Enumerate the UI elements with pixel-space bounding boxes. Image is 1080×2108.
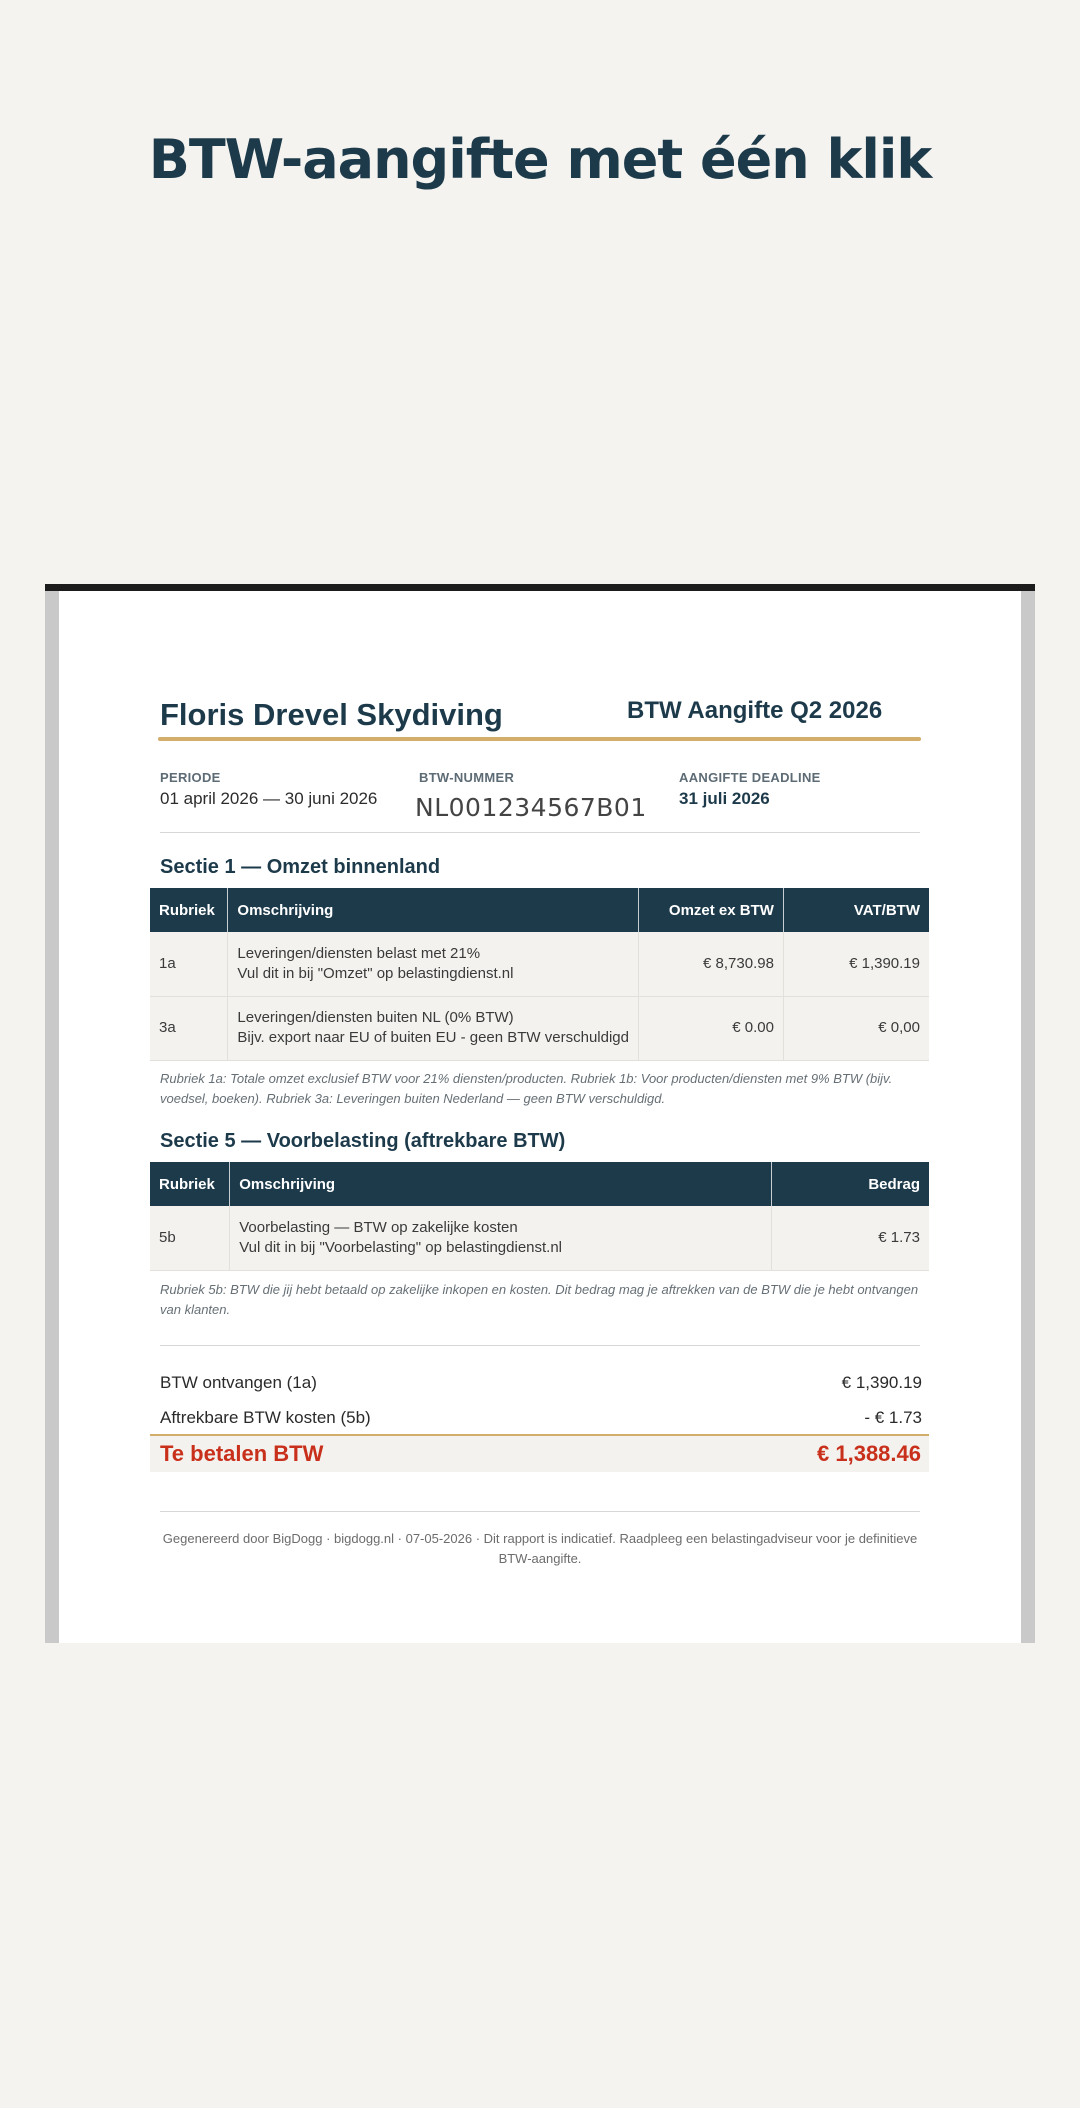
col-omschrijving: Omschrijving — [228, 888, 639, 932]
row-code: 3a — [150, 996, 228, 1060]
table-row — [150, 932, 929, 996]
deadline-label: AANGIFTE DEADLINE — [679, 770, 821, 785]
row-desc-hint: Vul dit in bij "Voorbelasting" op belastingdienst.nl — [239, 1238, 563, 1256]
col-rubriek: Rubriek — [150, 888, 228, 932]
headline: BTW-aangifte met één klik — [148, 128, 932, 191]
row-description — [228, 932, 639, 996]
col-btw: VAT/BTW — [783, 888, 929, 932]
col-rubriek: Rubriek — [150, 1162, 230, 1206]
vat-number-label: BTW-NUMMER — [419, 770, 515, 785]
summary-deductible-label: Aftrekbare BTW kosten (5b) — [160, 1408, 371, 1427]
row-desc-main: Leveringen/diensten buiten NL (0% BTW) — [237, 1009, 514, 1026]
summary-received-value: € 1,390.19 — [841, 1373, 922, 1392]
meta-divider — [160, 832, 920, 833]
row-btw: € 1,390.19 — [783, 932, 929, 996]
total-label: Te betalen BTW — [160, 1441, 324, 1466]
row-btw: € 0,00 — [783, 996, 929, 1060]
table-row — [150, 996, 929, 1060]
section-1-table — [150, 888, 929, 1061]
company-name: Floris Drevel Skydiving — [160, 697, 503, 732]
row-description — [228, 996, 639, 1060]
row-desc-hint: Vul dit in bij "Omzet" op belastingdienst.nl — [237, 964, 514, 982]
footer-text: Gegenereerd door BigDogg · bigdogg.nl · 07-05-2026 · Dit rapport is indicatief. Raadpleeg een belastingadviseur voor je definitieve BTW-aangifte. — [162, 1531, 918, 1566]
vat-number-value: NL001234567B01 — [415, 793, 647, 822]
total-value: € 1,388.46 — [817, 1441, 921, 1466]
table-row — [150, 1206, 929, 1270]
summary-deductible-value: - € 1.73 — [864, 1408, 922, 1427]
header-divider — [158, 737, 921, 741]
row-code: 5b — [150, 1206, 230, 1270]
total-row — [150, 1436, 929, 1472]
summary-deductible-row — [160, 1408, 922, 1428]
report-title: BTW Aangifte Q2 2026 — [627, 697, 883, 724]
section-5-title: Sectie 5 — Voorbelasting (aftrekbare BTW) — [160, 1130, 566, 1152]
row-desc-main: Leveringen/diensten belast met 21% — [237, 944, 481, 962]
section-1-note: Rubriek 1a: Totale omzet exclusief BTW voor 21% diensten/producten. Rubriek 1b: Voor producten/diensten met 9% BTW (bijv. voedsel, boeken). Rubriek 3a: Leveringen buiten Nederland — geen BTW verschuldigd. — [160, 1071, 893, 1106]
row-code: 1a — [150, 932, 228, 996]
col-bedrag: Bedrag — [771, 1162, 929, 1206]
col-omschrijving: Omschrijving — [230, 1162, 771, 1206]
row-description — [230, 1206, 771, 1270]
summary-received-label: BTW ontvangen (1a) — [160, 1373, 317, 1392]
section-5-note: Rubriek 5b: BTW die jij hebt betaald op zakelijke inkopen en kosten. Dit bedrag mag je aftrekken van de BTW die je hebt ontvangen van klanten. — [160, 1282, 919, 1317]
row-omzet: € 0.00 — [638, 996, 783, 1060]
summary-divider — [160, 1345, 920, 1346]
row-amount: € 1.73 — [771, 1206, 929, 1270]
row-desc-main: Voorbelasting — BTW op zakelijke kosten — [239, 1218, 518, 1236]
footer-divider — [160, 1511, 920, 1512]
period-value: 01 april 2026 — 30 juni 2026 — [160, 789, 378, 808]
row-omzet: € 8,730.98 — [638, 932, 783, 996]
period-label: PERIODE — [160, 770, 221, 785]
summary-received-row — [160, 1373, 922, 1393]
section-5-table — [150, 1162, 929, 1271]
col-omzet: Omzet ex BTW — [638, 888, 783, 932]
section-1-title: Sectie 1 — Omzet binnenland — [160, 856, 441, 878]
deadline-value: 31 juli 2026 — [679, 789, 770, 808]
document-page — [59, 591, 1021, 1643]
row-desc-hint: Bijv. export naar EU of buiten EU - geen BTW verschuldigd — [237, 1029, 629, 1046]
